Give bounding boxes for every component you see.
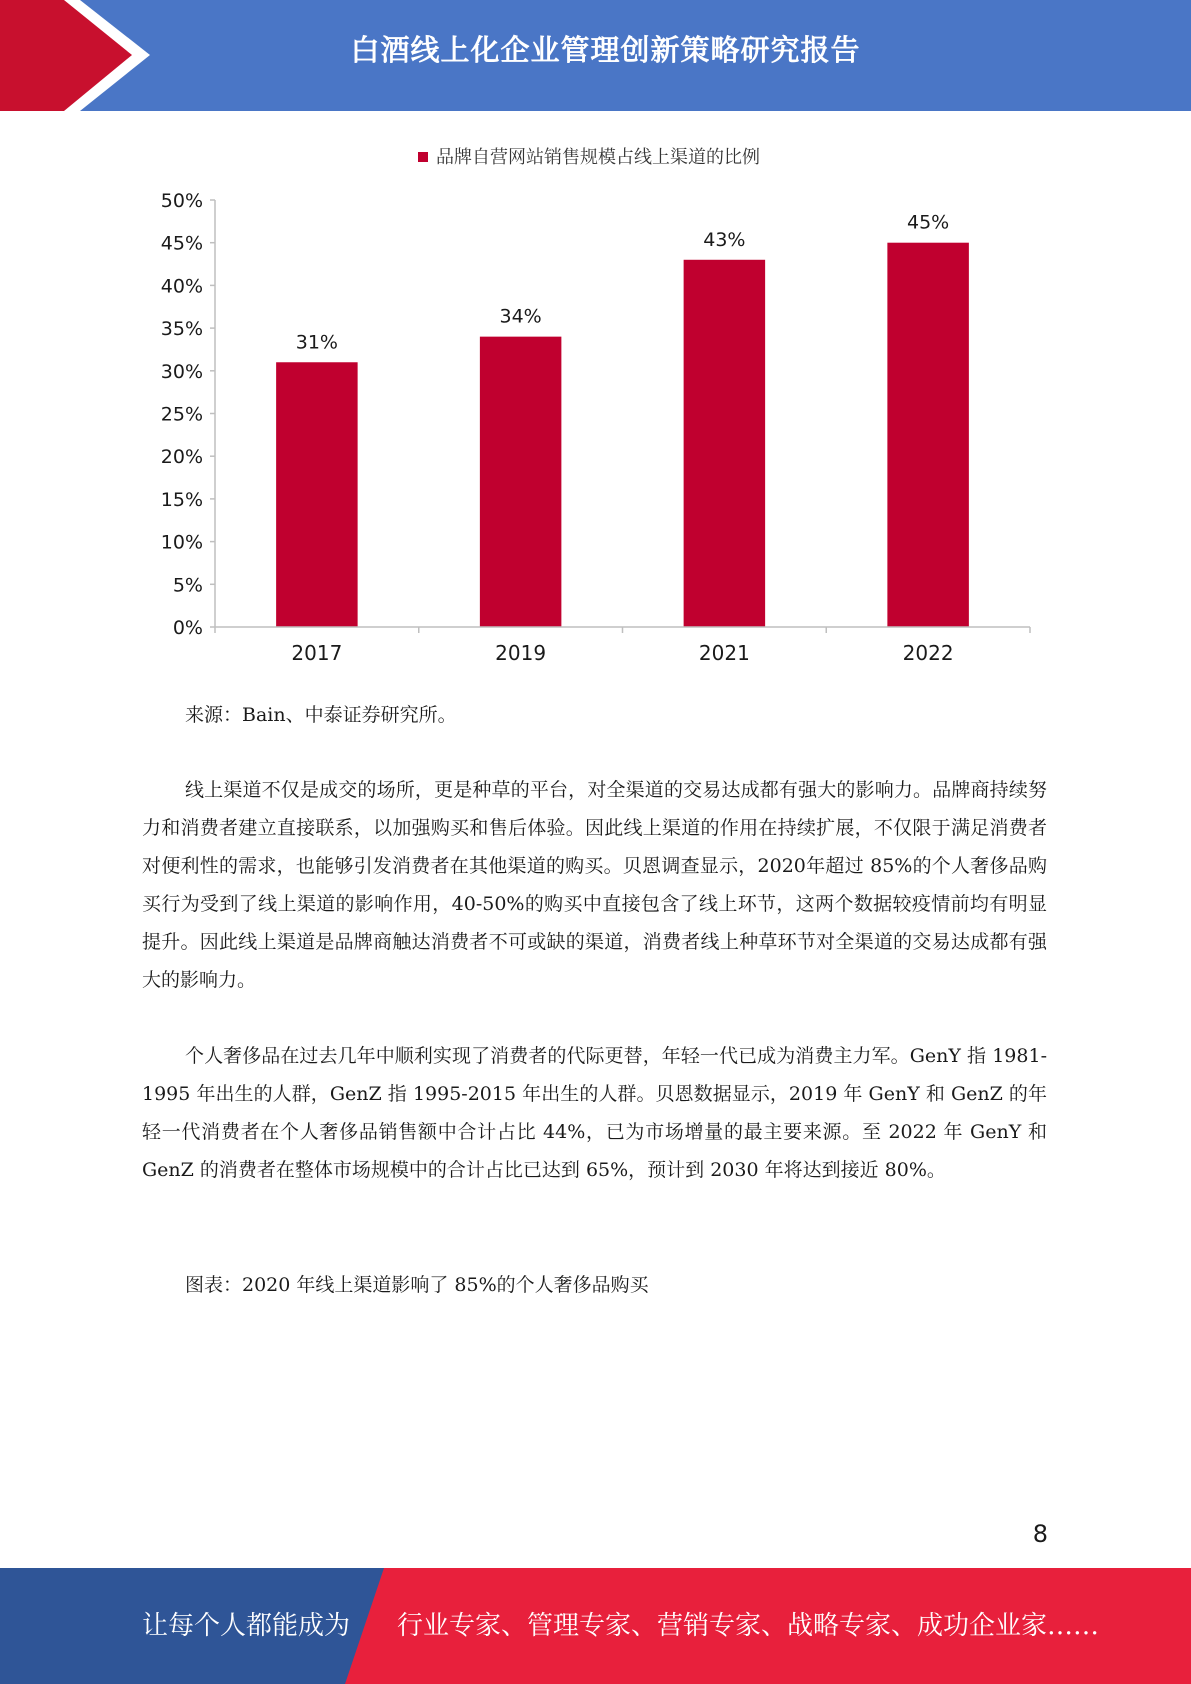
bar bbox=[480, 337, 562, 627]
y-tick-label: 20% bbox=[160, 446, 203, 469]
paragraph-generation-shift: 个人奢侈品在过去几年中顺利实现了消费者的代际更替，年轻一代已成为消费主力军。GenY 指 1981-1995 年出生的人群，GenZ 指 1995-2015 年出生的人群。贝恩数据显示，2019 年 GenY 和 GenZ 的年轻一代消费者在个人奢侈品销售额中合计占比 44%，已为市场增量的最主要来源。至 2022 年 GenY 和 GenZ 的消费者在整体市场规模中的合计占比已达到 65%，预计到 2030 年将达到接近 80%。 bbox=[142, 1045, 1047, 1181]
page-number: 8 bbox=[1032, 1520, 1048, 1548]
y-tick-label: 40% bbox=[160, 275, 203, 298]
footer-slogan-left: 让每个人都能成为 bbox=[142, 1611, 351, 1641]
y-tick-label: 35% bbox=[160, 318, 203, 341]
y-tick-label: 30% bbox=[160, 360, 203, 383]
y-axis bbox=[161, 190, 215, 639]
bar-chart bbox=[140, 135, 1050, 675]
page-header bbox=[0, 0, 1191, 111]
y-tick-label: 15% bbox=[160, 488, 203, 511]
bars bbox=[276, 212, 969, 627]
x-tick-label: 2022 bbox=[902, 641, 954, 665]
x-axis bbox=[215, 627, 1030, 665]
bar bbox=[276, 362, 358, 627]
bar-value-label: 43% bbox=[703, 228, 746, 251]
y-tick-label: 0% bbox=[172, 617, 203, 639]
y-tick-label: 5% bbox=[172, 574, 203, 597]
x-tick-label: 2017 bbox=[291, 641, 343, 665]
y-tick-label: 45% bbox=[160, 232, 203, 255]
figure-caption: 图表：2020 年线上渠道影响了 85%的个人奢侈品购买 bbox=[185, 1274, 649, 1296]
bar-chart-svg bbox=[140, 135, 1050, 675]
y-tick-label: 50% bbox=[160, 190, 203, 212]
bar bbox=[684, 260, 766, 627]
x-tick-label: 2021 bbox=[698, 641, 750, 665]
paragraph-online-channel: 线上渠道不仅是成交的场所，更是种草的平台，对全渠道的交易达成都有强大的影响力。品牌商持续努力和消费者建立直接联系，以加强购买和售后体验。因此线上渠道的作用在持续扩展，不仅限于满足消费者对便利性的需求，也能够引发消费者在其他渠道的购买。贝恩调查显示，2020年超过 85%的个人奢侈品购买行为受到了线上渠道的影响作用，40-50%的购买中直接包含了线上环节，这两个数据较疫情前均有明显提升。因此线上渠道是品牌商触达消费者不可或缺的渠道，消费者线上种草环节对全渠道的交易达成都有强大的影响力。 bbox=[142, 779, 1047, 991]
page-footer bbox=[0, 1568, 1191, 1684]
bar-value-label: 45% bbox=[907, 211, 950, 234]
x-tick-label: 2019 bbox=[495, 641, 547, 665]
footer-slogan-right: 行业专家、管理专家、营销专家、战略专家、成功企业家…… bbox=[397, 1611, 1100, 1641]
y-tick-label: 25% bbox=[160, 403, 203, 426]
header-red-arrow-decoration bbox=[0, 0, 150, 111]
legend-swatch bbox=[418, 152, 428, 162]
chart-legend-label: 品牌自营网站销售规模占线上渠道的比例 bbox=[436, 147, 760, 168]
chart-source: 来源：Bain、中泰证券研究所。 bbox=[185, 704, 457, 726]
bar-value-label: 31% bbox=[295, 331, 338, 354]
bar-value-label: 34% bbox=[499, 305, 542, 328]
report-title: 白酒线上化企业管理创新策略研究报告 bbox=[350, 33, 861, 67]
bar bbox=[887, 243, 969, 627]
y-tick-label: 10% bbox=[160, 531, 203, 554]
